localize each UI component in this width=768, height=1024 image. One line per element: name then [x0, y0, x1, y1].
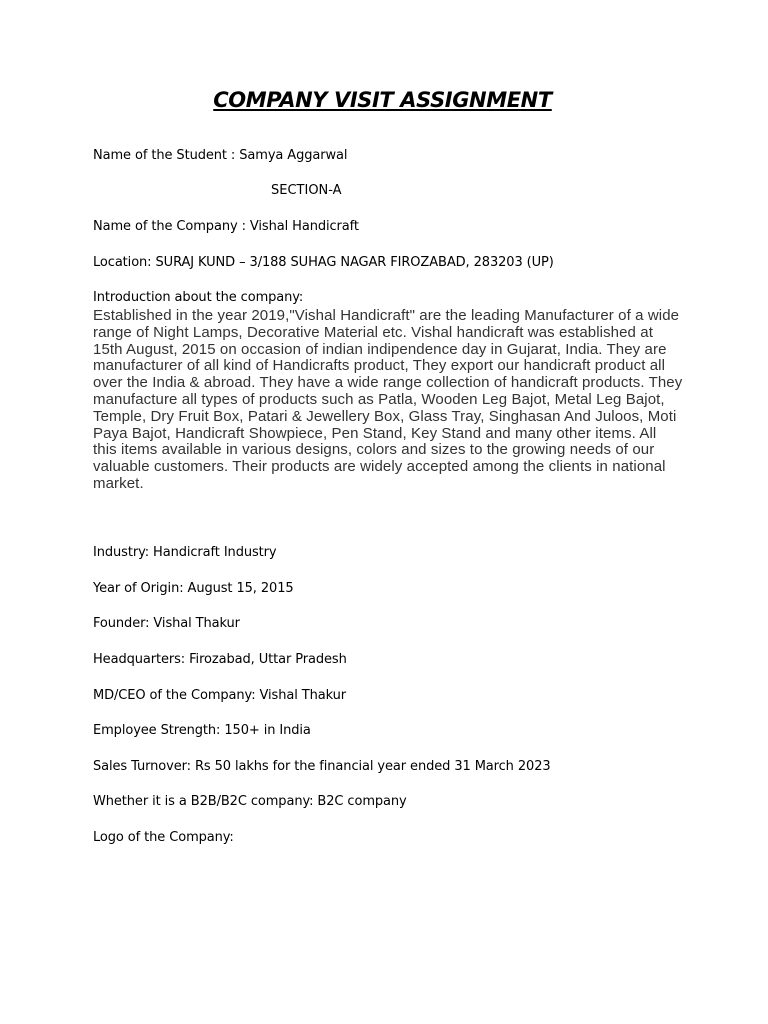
employee-strength-line: Employee Strength: 150+ in India	[93, 723, 311, 738]
headquarters-line: Headquarters: Firozabad, Uttar Pradesh	[93, 652, 347, 667]
company-name-line: Name of the Company : Vishal Handicraft	[93, 219, 359, 234]
document-title: COMPANY VISIT ASSIGNMENT	[213, 88, 552, 112]
sales-turnover-line: Sales Turnover: Rs 50 lakhs for the financial year ended 31 March 2023	[93, 759, 551, 774]
section-label: SECTION-A	[271, 183, 342, 198]
location-line: Location: SURAJ KUND – 3/188 SUHAG NAGAR FIROZABAD, 283203 (UP)	[93, 255, 554, 270]
intro-heading: Introduction about the company:	[93, 290, 304, 305]
b2b-b2c-line: Whether it is a B2B/B2C company: B2C company	[93, 794, 407, 809]
industry-line: Industry: Handicraft Industry	[93, 545, 277, 560]
intro-paragraph: Established in the year 2019,"Vishal Handicraft" are the leading Manufacturer of a wide range of Night Lamps, Decorative Material etc. Vishal handicraft was established at 15th August, 2015 on occasion of indian indipendence day in Gujarat, India. They are manufacturer of all kind of Handicrafts product, They export our handicraft product all over the India & abroad. They have a wide range collection of handicraft products. They manufacture all types of products such as Patla, Wooden Leg Bajot, Metal Leg Bajot, Temple, Dry Fruit Box, Patari & Jewellery Box, Glass Tray, Singhasan And Juloos, Moti Paya Bajot, Handicraft Showpiece, Pen Stand, Key Stand and many other items. All this items available in various designs, colors and sizes to the growing needs of our valuable customers. Their products are widely accepted among the clients in national market.	[93, 307, 683, 492]
founder-line: Founder: Vishal Thakur	[93, 616, 240, 631]
logo-line: Logo of the Company:	[93, 830, 234, 845]
year-of-origin-line: Year of Origin: August 15, 2015	[93, 581, 294, 596]
ceo-line: MD/CEO of the Company: Vishal Thakur	[93, 688, 347, 703]
student-name-line: Name of the Student : Samya Aggarwal	[93, 148, 348, 163]
